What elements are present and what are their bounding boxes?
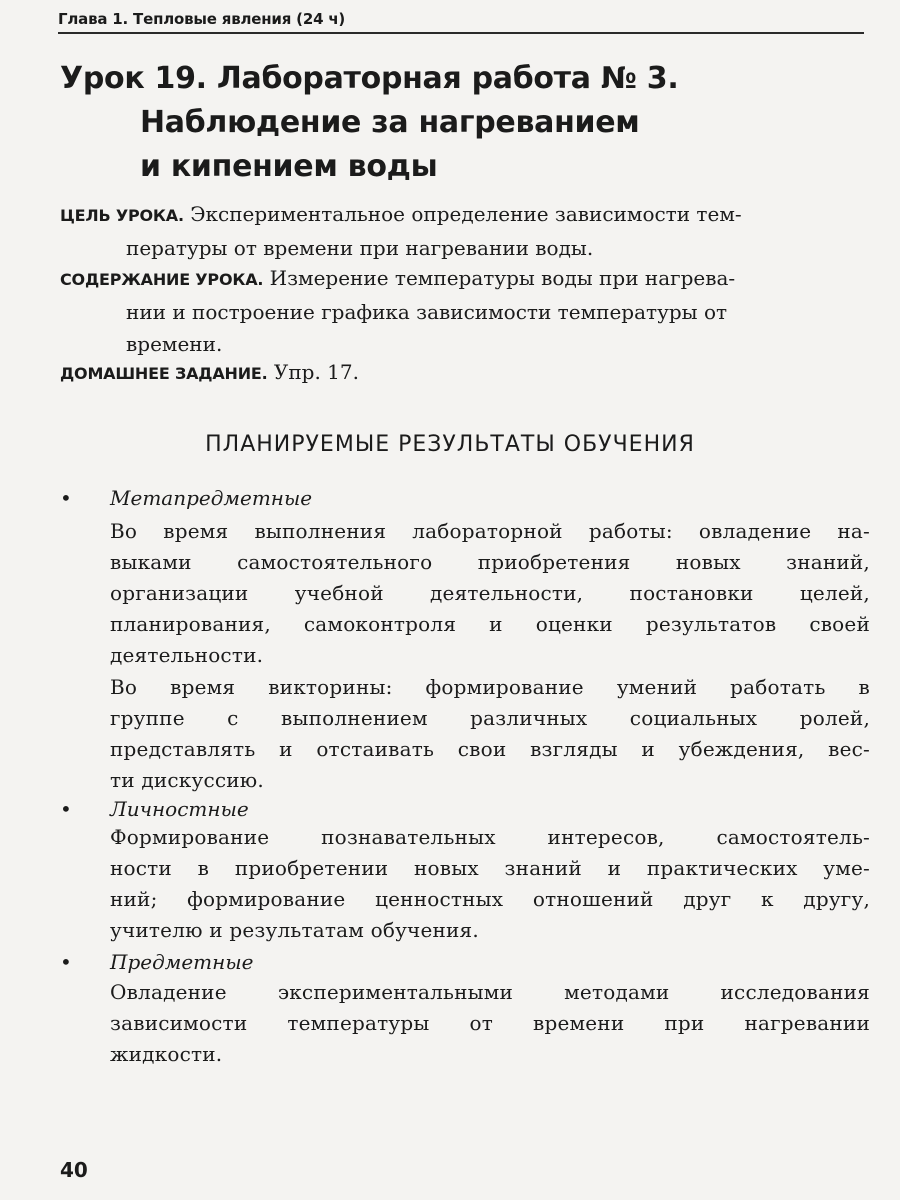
result-category: Предметные [110, 950, 254, 974]
text-line: зависимости температуры от времени при нагревании [110, 1011, 870, 1035]
homework-text: Упр. 17. [273, 360, 359, 384]
result-paragraph [110, 822, 870, 946]
text-line: Овладение экспериментальными методами исследования [110, 980, 870, 1004]
lesson-title-line: Наблюдение за нагреванием [140, 105, 640, 140]
result-paragraph [110, 516, 870, 671]
bullet-icon: • [60, 797, 72, 821]
text-line: ний; формирование ценностных отношений друг к другу, [110, 887, 870, 911]
page-number: 40 [60, 1158, 88, 1182]
result-category: Личностные [110, 797, 249, 821]
running-header [58, 8, 864, 34]
text-line: жидкости. [110, 1042, 223, 1066]
content-text: Измерение температуры воды при нагрева- [269, 266, 736, 290]
text-line: организации учебной деятельности, постановки целей, [110, 581, 870, 605]
text-line: ти дискуссию. [110, 768, 264, 792]
goal-text: Экспериментальное определение зависимости тем- [190, 202, 742, 226]
text-line: группе с выполнением различных социальных ролей, [110, 706, 870, 730]
chapter-title: Глава 1. Тепловые явления (24 ч) [58, 10, 346, 28]
text-line: представлять и отстаивать свои взгляды и убеждения, вес- [110, 737, 870, 761]
lesson-title [60, 57, 820, 189]
text-line: деятельности. [110, 643, 264, 667]
result-paragraph [110, 977, 870, 1070]
text-line: Во время выполнения лабораторной работы: овладение на- [110, 519, 870, 543]
bullet-icon: • [60, 486, 72, 510]
text-line: Во время викторины: формирование умений работать в [110, 675, 870, 699]
content-text: нии и построение графика зависимости температуры от [126, 300, 728, 324]
text-line: учителю и результатам обучения. [110, 918, 479, 942]
text-line: планирования, самоконтроля и оценки результатов своей [110, 612, 870, 636]
goal-label: ЦЕЛЬ УРОКА. [60, 206, 184, 225]
text-line: Формирование познавательных интересов, самостоятель- [110, 825, 870, 849]
homework [60, 356, 866, 390]
text-line: ности в приобретении новых знаний и практических уме- [110, 856, 870, 880]
goal-text: пературы от времени при нагревании воды. [126, 236, 594, 260]
content-label: СОДЕРЖАНИЕ УРОКА. [60, 270, 264, 289]
lesson-content [60, 262, 866, 360]
section-heading: ПЛАНИРУЕМЫЕ РЕЗУЛЬТАТЫ ОБУЧЕНИЯ [205, 432, 695, 457]
homework-label: ДОМАШНЕЕ ЗАДАНИЕ. [60, 364, 268, 383]
text-line: выками самостоятельного приобретения новых знаний, [110, 550, 870, 574]
bullet-icon: • [60, 950, 72, 974]
result-paragraph [110, 672, 870, 796]
lesson-title-line: и кипением воды [140, 149, 438, 184]
lesson-goal [60, 198, 866, 264]
result-category: Метапредметные [110, 486, 313, 510]
lesson-title-line: Урок 19. Лабораторная работа № 3. [60, 61, 679, 96]
content-text: времени. [126, 332, 223, 356]
